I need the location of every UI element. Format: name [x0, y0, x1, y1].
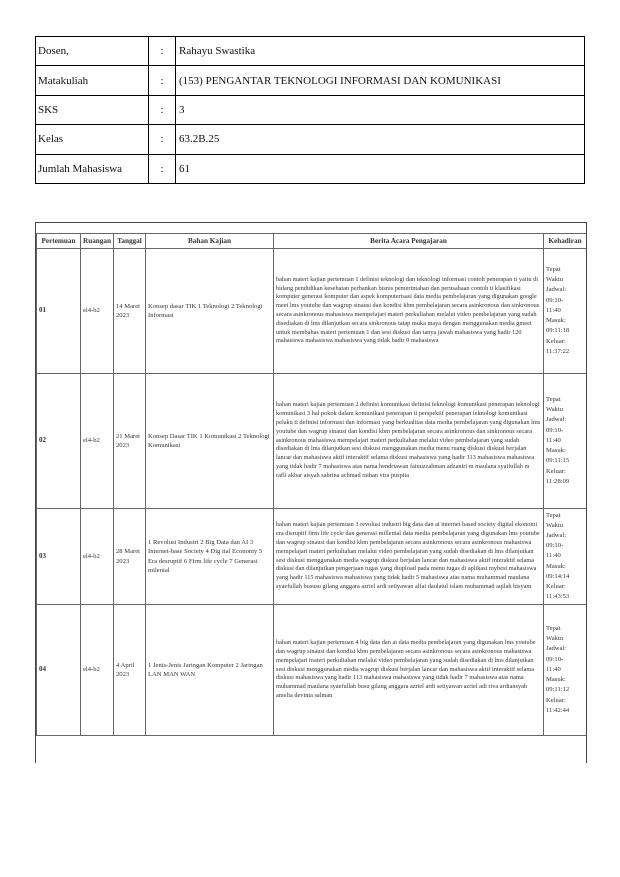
- kehadiran-line: 11:40: [546, 665, 561, 673]
- cell-ruangan: el4-b2: [81, 509, 114, 605]
- header-berita-acara: Berita Acara Pengajaran: [274, 234, 544, 249]
- cell-tanggal: 14 Maret 2023: [114, 249, 146, 374]
- kehadiran-line: Masuk:: [546, 676, 566, 684]
- cell-pertemuan: 01: [37, 249, 81, 374]
- cell-berita-acara: bahan materi kajian pertemuan 1 definisi teknologi dan teknologi informasi contoh penerapan ti yaitu di bidang pendidikan kesehatan perbankan bisnis pemerintahan dan perusahaan contoh ti klasifikasi komputer generasi komputer dan aspek komputerisasi data media pembelajaran yang digunakan google meet lms youtube dan wagrup sinausi dan kondisi kbm pembelajaran secara asinkronous dan sinkronous secara asinkronous mahasiswa mempelajari materi perkuliahan melalui video pembelajaran yang sudah disediakan di lms dilanjutkan secara sinkronous tatap muka maya dengan menggunakan media gmeet untuk membahas materi pertemuan 1 dan sesi diskusi dan tanya jawab mahasiswa yang hadir 120 mahasiswa mahasiswa mahasiswa yang tidak hadir 0 mahasiswa: [274, 249, 544, 374]
- header-bahan-kajian: Bahan Kajian: [146, 234, 274, 249]
- cell-ruangan: el4-b2: [81, 249, 114, 374]
- table-row: [37, 605, 587, 736]
- kehadiran-line: 11:43:53: [546, 593, 570, 601]
- cell-berita-acara: bahan materi kajian pertemuan 4 big data dan ai data media pembelajaran yang digunakan lms youtube dan wagrup sinausi dan kondisi kbm pembelajaran secara asinkronous secara asinkronous mahasiswa mempelajari materi perkuliahan melalui video pembelajaran yang sudah disediakan di lms dilanjutkan sesi diskusi menggunakan media wagrup diskusi berjalan lancar dan mahasiswa aktif interaktif selama diskusi mahasiswa yang hadir 113 mahasiswa mahasiswa yang tidak hadir 7 mahasiswa atas nama muhammad maulana syaefullah busu gilang anggara azriel ardi setiyawan azriel adi riva ardiansyah amelia devinta salman: [274, 605, 544, 736]
- info-label: SKS: [36, 95, 149, 124]
- kehadiran-line: Waktu: [546, 406, 564, 414]
- cell-tanggal: 28 Maret 2023: [114, 509, 146, 605]
- info-colon: :: [149, 154, 176, 183]
- kehadiran-line: Keluar:: [546, 696, 566, 704]
- kehadiran-line: Masuk:: [546, 317, 566, 325]
- info-label: Jumlah Mahasiswa: [36, 154, 149, 183]
- kehadiran-line: 09:10-: [546, 542, 564, 550]
- kehadiran-line: 09:11:18: [546, 327, 570, 335]
- cell-bahan-kajian: 1 Jenis-Jenis Jaringan Komputer 2 Jaringan LAN MAN WAN: [146, 605, 274, 736]
- info-row-sks: [36, 95, 585, 124]
- cell-kehadiran: [544, 249, 587, 374]
- cell-ruangan: el4-b2: [81, 605, 114, 736]
- kehadiran-line: Tepat: [546, 511, 561, 519]
- header-kehadiran: Kehadiran: [544, 234, 587, 249]
- info-label: Matakuliah: [36, 66, 149, 95]
- info-label: Dosen,: [36, 37, 149, 66]
- kehadiran-line: Waktu: [546, 635, 564, 643]
- header-pertemuan: Pertemuan: [37, 234, 81, 249]
- kehadiran-line: Tepat: [546, 625, 561, 633]
- header-ruangan: Ruangan: [81, 234, 114, 249]
- cell-kehadiran: [544, 605, 587, 736]
- cell-kehadiran: [544, 509, 587, 605]
- cell-tanggal: 4 April 2023: [114, 605, 146, 736]
- table-row: [37, 249, 587, 374]
- kehadiran-line: 09:10-: [546, 296, 564, 304]
- kehadiran-line: Keluar:: [546, 583, 566, 591]
- kehadiran-line: 11:40: [546, 306, 561, 314]
- kehadiran-line: Tepat: [546, 396, 561, 404]
- table-header-row: [37, 234, 587, 249]
- kehadiran-line: 11:42:44: [546, 706, 570, 714]
- info-row-jumlah-mahasiswa: [36, 154, 585, 183]
- cell-bahan-kajian: Konsep Dasar TIK 1 Komunikasi 2 Teknologi Komunikasi: [146, 374, 274, 509]
- kehadiran-line: Jadwal:: [546, 645, 567, 653]
- kehadiran-line: Waktu: [546, 521, 564, 529]
- info-label: Kelas: [36, 125, 149, 154]
- info-row-kelas: [36, 125, 585, 154]
- kehadiran-line: 11:40: [546, 552, 561, 560]
- kehadiran-line: Masuk:: [546, 447, 566, 455]
- kehadiran-line: Tepat: [546, 266, 561, 274]
- kehadiran-line: Jadwal:: [546, 416, 567, 424]
- table-row: [37, 374, 587, 509]
- info-value: 3: [176, 95, 585, 124]
- kehadiran-line: Waktu: [546, 276, 564, 284]
- kehadiran-line: Keluar:: [546, 467, 566, 475]
- info-value: Rahayu Swastika: [176, 37, 585, 66]
- info-colon: :: [149, 95, 176, 124]
- cell-pertemuan: 03: [37, 509, 81, 605]
- kehadiran-line: 11:28:09: [546, 477, 570, 485]
- kehadiran-line: Jadwal:: [546, 531, 567, 539]
- info-colon: :: [149, 66, 176, 95]
- info-row-matakuliah: [36, 66, 585, 95]
- cell-kehadiran: [544, 374, 587, 509]
- info-colon: :: [149, 125, 176, 154]
- kehadiran-line: Keluar:: [546, 337, 566, 345]
- cell-bahan-kajian: Konsep dasar TIK 1 Teknologi 2 Teknologi Informasi: [146, 249, 274, 374]
- cell-bahan-kajian: 1 Revolusi Industri 2 Big Data dan AI 3 Internet-base Society 4 Dig ital Economy 5 Era desruptif 6 Firm life cycle 7 Generasi milenial: [146, 509, 274, 605]
- kehadiran-line: 09:14:14: [546, 572, 570, 580]
- kehadiran-line: 11:37:22: [546, 347, 570, 355]
- info-colon: :: [149, 37, 176, 66]
- cell-berita-acara: bahan materi kajian pertemuan 3 revolusi industri big data dan ai internet based society digital ekonomi era disruptif firm life cycle dan generasi millenial data media pembelajaran yang digunakan lms youtube dan wagrup sinausi dan kondisi kbm pembelajaran secara asinkronous secara asinkronous mahasiswa mempelajari materi perkuliahan melalui video pembelajaran yang sudah disediakan di lms dilanjutkan sesi diskusi menggunakan media wagrup diskusi berjalan lancar dan mahasiswa aktif interaktif selama diskusi dan dilanjutkan pengerjaan tugas yang diupload pada menu tugas di aplikasi mybest mahasiswa yang hadir 115 mahasiswa mahasiswa yang tidak hadir 5 mahasiswa atas nama muhammad maulana syaefullah bususu gilang anggara azriel ardi setiyawan alfat daulatul islam muhammad aqilah hisyam: [274, 509, 544, 605]
- kehadiran-line: 09:10-: [546, 655, 564, 663]
- info-row-dosen: [36, 37, 585, 66]
- cell-berita-acara: bahan materi kajian pertemuan 2 definisi komunikasi definisi teknologi komunikasi penerapan teknologi komunikasi 3 hal pokok dalam komunikasi penerapan ti perspektif penerapan teknologi komunikasi pelaku ti definisi informasi dan informasi yang berkualitas data media pembelajaran yang digunakan lms youtube dan wagrup sinausi dan kondisi kbm pembelajaran secara asinkronous dan sinkronous secara asinkronous mahasiswa mempelajari materi perkuliahan melalui video pembelajaran yang sudah disediakan di lms dilanjutkan sesi diskusi menggunakan media menu ruang diskusi diskusi berjalan lancar dan mahasiswa aktif interaktif selama diskusi mahasiswa yang hadir 113 mahasiswa mahasiswa yang tidak hadir 7 mahasiswa atas nama hendriawan fatuuzzahman adzaniri m maulana syaifullah m rafli akbar aisyah sabrina achmad raihan vira puspita: [274, 374, 544, 509]
- table-row: [37, 509, 587, 605]
- cell-pertemuan: 02: [37, 374, 81, 509]
- info-value: 63.2B.25: [176, 125, 585, 154]
- kehadiran-line: Masuk:: [546, 562, 566, 570]
- kehadiran-line: 11:40: [546, 436, 561, 444]
- kehadiran-line: 09:10-: [546, 426, 564, 434]
- kehadiran-line: Jadwal:: [546, 286, 567, 294]
- cell-ruangan: el4-b2: [81, 374, 114, 509]
- sessions-table: [36, 233, 587, 736]
- info-value: 61: [176, 154, 585, 183]
- kehadiran-line: 09:11:15: [546, 457, 570, 465]
- cell-tanggal: 21 Maret 2023: [114, 374, 146, 509]
- course-info-table: [35, 36, 585, 184]
- sessions-panel: [35, 222, 587, 763]
- header-tanggal: Tanggal: [114, 234, 146, 249]
- kehadiran-line: 09:11:12: [546, 686, 570, 694]
- info-value: (153) PENGANTAR TEKNOLOGI INFORMASI DAN KOMUNIKASI: [176, 66, 585, 95]
- cell-pertemuan: 04: [37, 605, 81, 736]
